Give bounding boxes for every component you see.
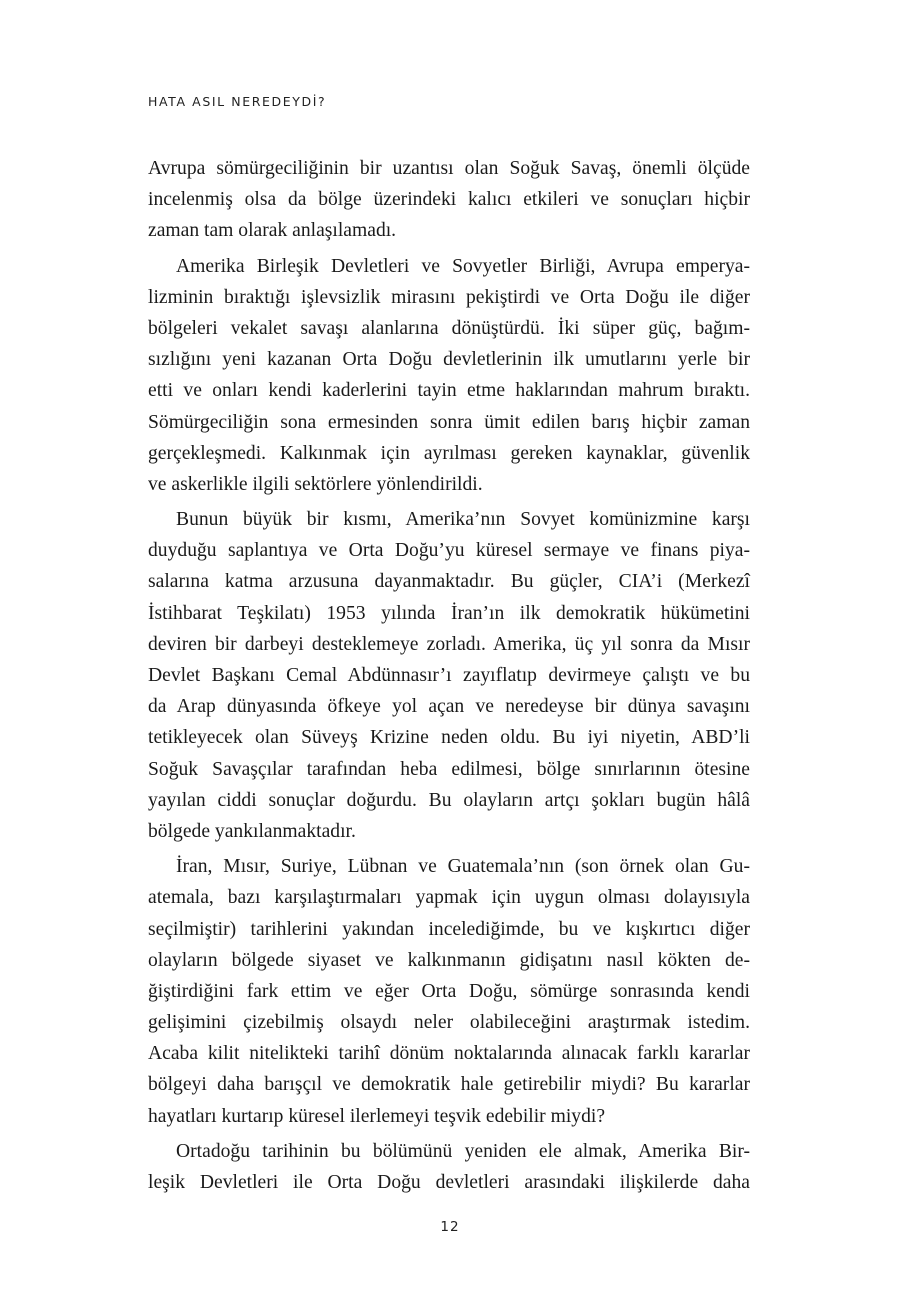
text-line: hayatları kurtarıp küresel ilerlemeyi teşvik edebilir miydi? [148, 1105, 606, 1127]
text-line: atemala, bazı karşılaştırmaları yapmak için uygun olması dolayısıyla [148, 887, 750, 909]
page-number: 12 [440, 1219, 460, 1235]
text-line: bölgeyi daha barışçıl ve demokratik hale getirebilir miydi? Bu kararlar [148, 1074, 750, 1096]
text-line: ve askerlikle ilgili sektörlere yönlendirildi. [148, 473, 483, 495]
body-text [148, 153, 750, 1202]
running-head: HATA ASIL NEREDEYDİ? [148, 94, 327, 109]
paragraph [148, 851, 750, 1132]
text-line: tetikleyecek olan Süveyş Krizine neden oldu. Bu iyi niyetin, ABD’li [148, 727, 750, 749]
text-line: Ortadoğu tarihinin bu bölümünü yeniden ele almak, Amerika Bir- [176, 1140, 750, 1162]
text-line: gerçekleşmedi. Kalkınmak için ayrılması gereken kaynaklar, güvenlik [148, 442, 750, 464]
text-line: zaman tam olarak anlaşılamadı. [148, 220, 397, 242]
text-line: yayılan ciddi sonuçlar doğurdu. Bu olayların artçı şokları bugün hâlâ [148, 789, 750, 811]
text-line: ğiştirdiğini fark ettim ve eğer Orta Doğu, sömürge sonrasında kendi [148, 980, 750, 1002]
text-line: gelişimini çizebilmiş olsaydı neler olabileceğini araştırmak istedim. [148, 1012, 750, 1034]
text-line: İstihbarat Teşkilatı) 1953 yılında İran’ın ilk demokratik hükümetini [148, 602, 750, 624]
text-line: Sömürgeciliğin sona ermesinden sonra ümit edilen barış hiçbir zaman [148, 411, 750, 433]
text-line: İran, Mısır, Suriye, Lübnan ve Guatemala’nın (son örnek olan Gu- [176, 856, 750, 878]
text-line: seçilmiştir) tarihlerini yakından incelediğimde, bu ve kışkırtıcı diğer [148, 918, 750, 940]
text-line: da Arap dünyasında öfkeye yol açan ve neredeyse bir dünya savaşını [148, 696, 750, 718]
paragraph [148, 1136, 750, 1198]
text-line: incelenmiş olsa da bölge üzerindeki kalıcı etkileri ve sonuçları hiçbir [148, 189, 750, 211]
text-line: Amerika Birleşik Devletleri ve Sovyetler Birliği, Avrupa emperya- [176, 255, 750, 277]
paragraph [148, 153, 750, 247]
text-line: Acaba kilit nitelikteki tarihî dönüm noktalarında alınacak farklı kararlar [148, 1043, 750, 1065]
text-line: Devlet Başkanı Cemal Abdünnasır’ı zayıflatıp devirmeye çalıştı ve bu [148, 665, 750, 686]
text-line: sızlığını yeni kazanan Orta Doğu devletlerinin ilk umutlarını yerle bir [148, 349, 750, 371]
text-line: olayların bölgede siyaset ve kalkınmanın gidişatını nasıl kökten de- [148, 949, 750, 971]
paragraph [148, 504, 750, 847]
text-line: deviren bir darbeyi desteklemeye zorladı. Amerika, üç yıl sonra da Mısır [148, 633, 750, 655]
text-line: duyduğu saplantıya ve Orta Doğu’yu küresel sermaye ve finans piya- [148, 540, 750, 562]
text-line: leşik Devletleri ile Orta Doğu devletleri arasındaki ilişkilerde daha [148, 1172, 750, 1193]
text-line: etti ve onları kendi kaderlerini tayin etme haklarından mahrum bıraktı. [148, 380, 750, 402]
text-line: Soğuk Savaşçılar tarafından heba edilmesi, bölge sınırlarının ötesine [148, 758, 750, 780]
text-line: bölgeleri vekalet savaşı alanlarına dönüştürdü. İki süper güç, bağım- [148, 317, 750, 339]
text-line: bölgede yankılanmaktadır. [148, 820, 356, 842]
text-line: lizminin bıraktığı işlevsizlik mirasını pekiştirdi ve Orta Doğu ile diğer [148, 286, 750, 308]
text-line: Bunun büyük bir kısmı, Amerika’nın Sovyet komünizmine karşı [176, 509, 750, 531]
text-line: salarına katma arzusuna dayanmaktadır. Bu güçler, CIA’i (Merkezî [148, 571, 750, 593]
text-line: Avrupa sömürgeciliğinin bir uzantısı olan Soğuk Savaş, önemli ölçüde [148, 158, 750, 179]
paragraph [148, 251, 750, 501]
